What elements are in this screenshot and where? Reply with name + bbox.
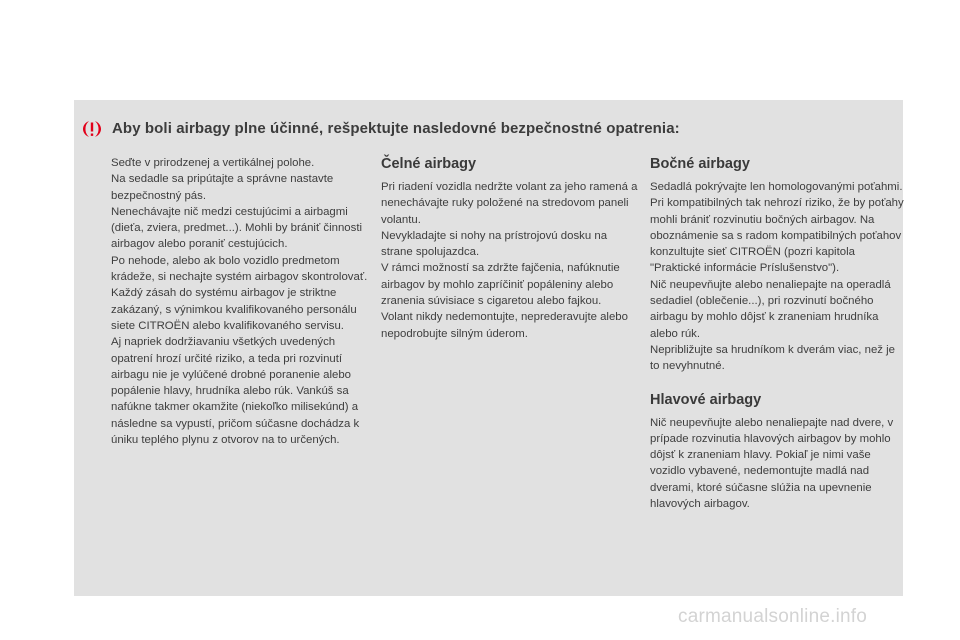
side-airbags-column [650,155,905,512]
watermark: carmanualsonline.info [678,606,868,627]
front-airbags-text: Pri riadení vozidla nedržte volant za jeho ramená a nenechávajte ruky položené na stredovom paneli volantu. Nevykladajte si nohy na prístrojovú dosku na strane spolujazdca. V rámci možností sa zdržte fajčenia, nafúknutie airbagov by mohlo zapríčiniť popáleniny alebo zranenia súvisiace s cigaretou alebo fajkou. Volant nikdy nedemontujte, neprederavujte alebo nepodrobujte silným úderom. [381,181,638,340]
front-airbags-heading: Čelné airbagy [381,156,477,172]
front-airbags-column [381,155,639,342]
curtain-airbags-text: Nič neupevňujte alebo nenaliepajte nad dvere, v prípade rozvinutia hlavových airbagov by mohlo dôjsť k zraneniam hlavy. Pokiaľ je nimi vaše vozidlo vybavené, nedemontujte madlá nad dverami, ktoré súčasne slúžia na upevnenie hlavových airbagov. [650,416,894,511]
general-precautions-column [111,155,371,448]
warning-icon [82,120,102,138]
side-airbags-text: Sedadlá pokrývajte len homologovanými poťahmi. Pri kompatibilných tak nehrozí riziko, že by poťahy mohli brániť rozvinutiu bočných airbagov. Na oboznámenie sa s radom kompatibilných poťahov konzultujte sieť CITROËN (pozri kapitola "Praktické informácie Príslušenstvo"). Nič neupevňujte alebo nenaliepajte na operadlá sedadiel (oblečenie...), pri rozvinutí bočného airbagu by mohlo dôjsť k zraneniam hrudníka alebo rúk. Nepribližujte sa hrudníkom k dverám viac, než je to nevyhnutné. [650,181,904,373]
page-title: Aby boli airbagy plne účinné, rešpektujte nasledovné bezpečnostné opatrenia: [112,120,680,137]
side-airbags-heading: Bočné airbagy [650,156,750,172]
general-precautions-text: Seďte v prirodzenej a vertikálnej polohe. Na sedadle sa pripútajte a správne nastavte bezpečnostný pás. Nenechávajte nič medzi cestujúcimi a airbagmi (dieťa, zviera, predmet...). Mohli by brániť činnosti airbagov alebo poraniť cestujúcich. Po nehode, alebo ak bolo vozidlo predmetom krádeže, si nechajte systém airbagov skontrolovať. Každý zásah do systému airbagov je striktne zakázaný, s výnimkou kvalifikovaného personálu siete CITROËN alebo kvalifikovaného servisu. Aj napriek dodržiavaniu všetkých uvedených opatrení hrozí určité riziko, a teda pri rozvinutí airbagu nie je vylúčené drobné poranenie alebo popálenie hlavy, hrudníka alebo rúk. Vankúš sa nafúkne takmer okamžite (niekoľko milisekúnd) a následne sa vypustí, pričom súčasne dochádza k úniku teplého plynu z otvorov na to určených. [111,157,368,447]
curtain-airbags-heading: Hlavové airbagy [650,391,762,408]
